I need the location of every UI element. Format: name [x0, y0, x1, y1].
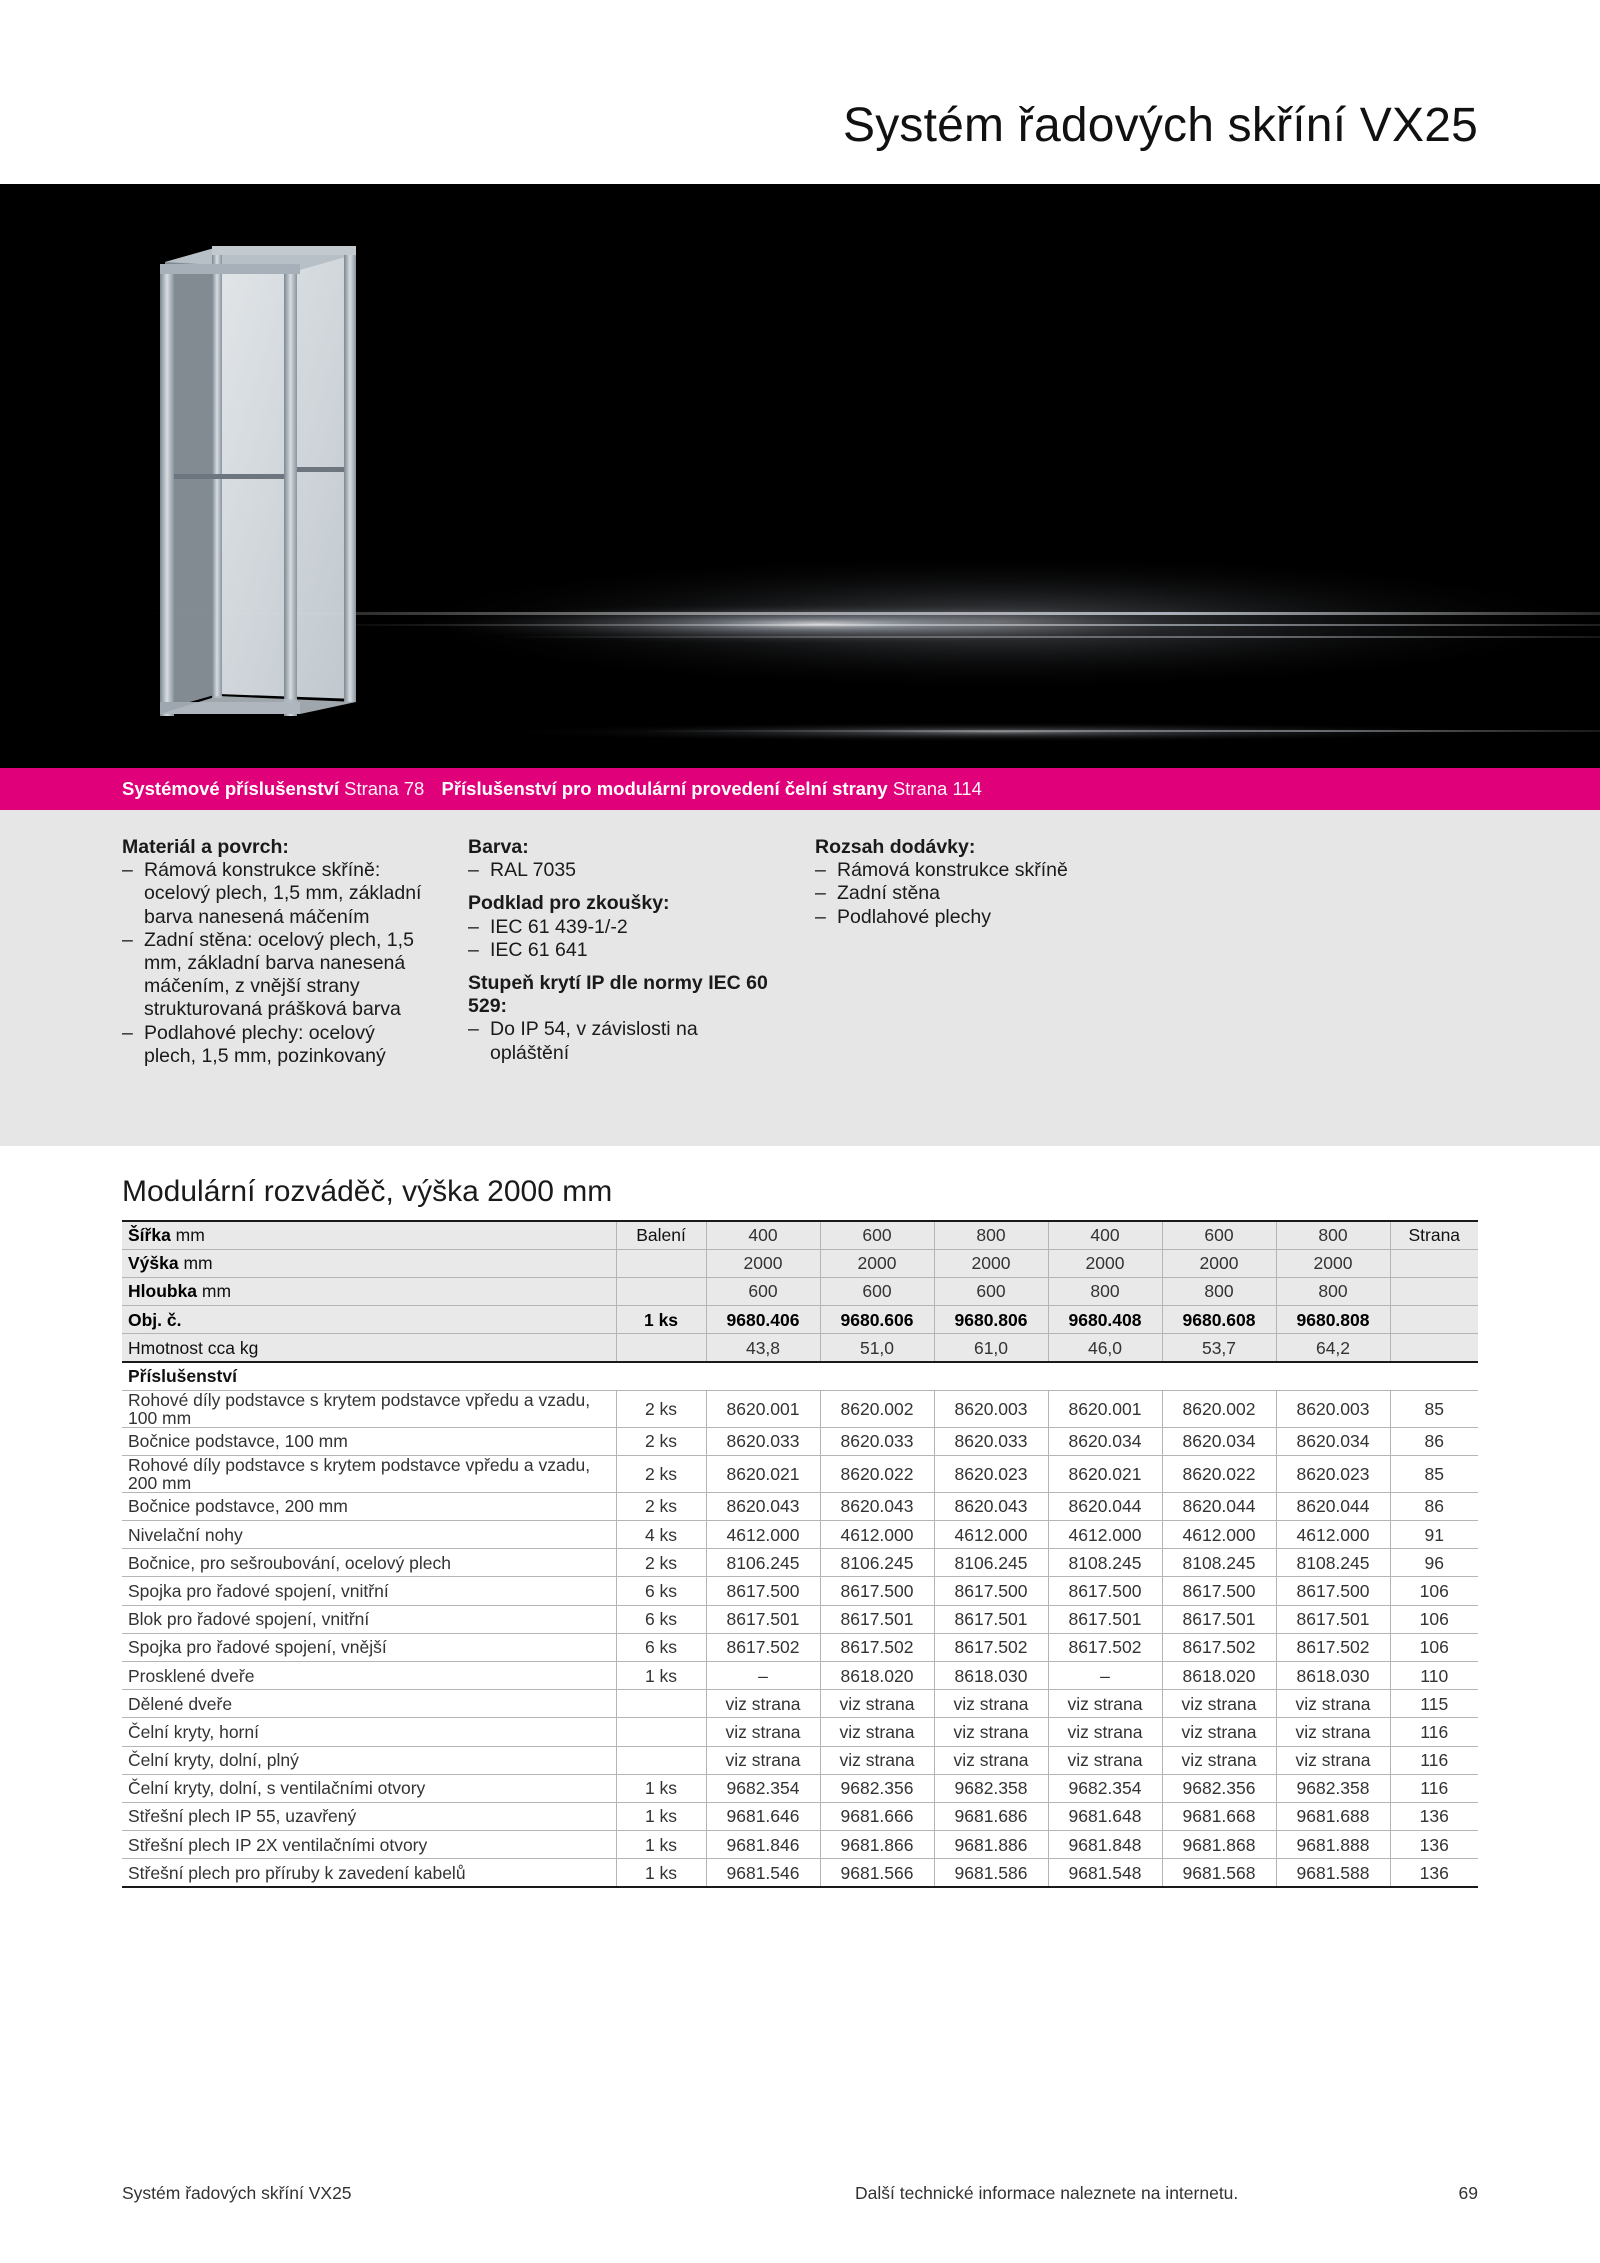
row-label: Nivelační nohy — [122, 1521, 616, 1549]
header-value: 9680.408 — [1048, 1306, 1162, 1334]
row-value: 8617.502 — [1276, 1633, 1390, 1661]
material-list — [122, 859, 432, 1068]
row-page: 136 — [1390, 1831, 1478, 1859]
table-row — [122, 1390, 1478, 1427]
header-label — [122, 1306, 616, 1334]
row-label: Blok pro řadové spojení, vnitřní — [122, 1605, 616, 1633]
supply-item: – Zadní stěna — [815, 882, 1135, 905]
row-value: 9681.648 — [1048, 1802, 1162, 1830]
row-page: 115 — [1390, 1690, 1478, 1718]
row-value: 9681.566 — [820, 1859, 934, 1887]
row-page: 116 — [1390, 1718, 1478, 1746]
row-pack: 1 ks — [616, 1661, 706, 1689]
row-value: 8620.002 — [1162, 1390, 1276, 1427]
test-heading: Podklad pro zkoušky: — [468, 892, 670, 915]
header-value: 600 — [1162, 1221, 1276, 1249]
row-label: Čelní kryty, horní — [122, 1718, 616, 1746]
system-accessories-link[interactable]: Systémové příslušenství — [122, 778, 339, 799]
row-value: viz strana — [1276, 1690, 1390, 1718]
row-value: 8618.030 — [1276, 1661, 1390, 1689]
header-value: 600 — [706, 1277, 820, 1305]
table-row — [122, 1746, 1478, 1774]
row-value: viz strana — [706, 1718, 820, 1746]
header-value: 9680.808 — [1276, 1306, 1390, 1334]
header-value: 2000 — [706, 1249, 820, 1277]
table-row — [122, 1774, 1478, 1802]
table-row — [122, 1802, 1478, 1830]
row-value: 8108.245 — [1048, 1549, 1162, 1577]
header-pack: 1 ks — [616, 1306, 706, 1334]
table-row — [122, 1521, 1478, 1549]
table-row — [122, 1549, 1478, 1577]
row-page: 91 — [1390, 1521, 1478, 1549]
header-pack — [616, 1334, 706, 1362]
front-accessories-page: Strana 114 — [892, 778, 982, 799]
row-value: viz strana — [1162, 1690, 1276, 1718]
row-value: – — [706, 1661, 820, 1689]
row-page: 110 — [1390, 1661, 1478, 1689]
row-value: 9681.868 — [1162, 1831, 1276, 1859]
material-item: – Rámová konstrukce skříně: ocelový plech, 1,5 mm, základní barva nanesená máčením — [122, 859, 432, 929]
color-item: – RAL 7035 — [468, 859, 768, 882]
row-value: 9681.646 — [706, 1802, 820, 1830]
row-value: 4612.000 — [820, 1521, 934, 1549]
row-value: 8620.044 — [1048, 1492, 1162, 1520]
header-value: 9680.606 — [820, 1306, 934, 1334]
row-pack: 6 ks — [616, 1577, 706, 1605]
row-value: 9681.568 — [1162, 1859, 1276, 1887]
test-item: – IEC 61 439-1/-2 — [468, 916, 768, 939]
header-pack — [616, 1277, 706, 1305]
table-row — [122, 1859, 1478, 1887]
row-value: viz strana — [1276, 1746, 1390, 1774]
color-heading: Barva: — [468, 836, 529, 858]
header-label-bold: Hloubka — [128, 1281, 198, 1302]
row-value: 4612.000 — [706, 1521, 820, 1549]
row-value: 8618.030 — [934, 1661, 1048, 1689]
row-page: 86 — [1390, 1427, 1478, 1455]
row-value: 8617.500 — [1276, 1577, 1390, 1605]
row-value: 8620.021 — [706, 1455, 820, 1492]
row-label: Střešní plech pro příruby k zavedení kabelů — [122, 1859, 616, 1887]
footer-note: Další technické informace naleznete na internetu. — [855, 2183, 1239, 2203]
row-value: viz strana — [1162, 1718, 1276, 1746]
row-value: viz strana — [934, 1690, 1048, 1718]
section-title: Modulární rozváděč, výška 2000 mm — [122, 1175, 613, 1208]
row-value: 8617.501 — [1048, 1605, 1162, 1633]
header-label-bold: Šířka — [128, 1225, 171, 1246]
header-value: 43,8 — [706, 1334, 820, 1362]
row-label: Bočnice podstavce, 100 mm — [122, 1427, 616, 1455]
row-label: Bočnice podstavce, 200 mm — [122, 1492, 616, 1520]
table-header-row — [122, 1221, 1478, 1249]
supply-column — [815, 836, 1135, 929]
header-value: 800 — [1162, 1277, 1276, 1305]
row-value: 8620.003 — [934, 1390, 1048, 1427]
hero-image — [0, 184, 1600, 768]
row-value: 8617.500 — [1162, 1577, 1276, 1605]
row-value: 9682.356 — [820, 1774, 934, 1802]
row-value: 9681.588 — [1276, 1859, 1390, 1887]
row-label: Dělené dveře — [122, 1690, 616, 1718]
header-page — [1390, 1306, 1478, 1334]
row-label: Čelní kryty, dolní, s ventilačními otvory — [122, 1774, 616, 1802]
header-label-bold: Výška — [128, 1253, 179, 1274]
header-value: 2000 — [1162, 1249, 1276, 1277]
specifications-panel — [0, 810, 1600, 1146]
row-value: 8617.500 — [934, 1577, 1048, 1605]
header-page — [1390, 1334, 1478, 1362]
row-value: 8620.003 — [1276, 1390, 1390, 1427]
row-value: 8108.245 — [1276, 1549, 1390, 1577]
table-row — [122, 1633, 1478, 1661]
header-page: Strana — [1390, 1221, 1478, 1249]
row-value: 8617.502 — [1048, 1633, 1162, 1661]
table-header-row — [122, 1277, 1478, 1305]
material-column — [122, 836, 432, 1068]
row-label: Spojka pro řadové spojení, vnitřní — [122, 1577, 616, 1605]
page-number: 69 — [1458, 2183, 1478, 2203]
row-value: 8617.500 — [1048, 1577, 1162, 1605]
row-page: 106 — [1390, 1605, 1478, 1633]
accessory-links-bar — [0, 768, 1600, 810]
row-value: 9682.354 — [706, 1774, 820, 1802]
row-value: viz strana — [820, 1690, 934, 1718]
row-value: viz strana — [1276, 1718, 1390, 1746]
row-value: 9681.666 — [820, 1802, 934, 1830]
row-pack: 1 ks — [616, 1831, 706, 1859]
row-page: 136 — [1390, 1859, 1478, 1887]
table-row — [122, 1492, 1478, 1520]
header-value: 600 — [820, 1277, 934, 1305]
header-value: 51,0 — [820, 1334, 934, 1362]
header-value: 2000 — [820, 1249, 934, 1277]
row-pack: 2 ks — [616, 1549, 706, 1577]
row-value: viz strana — [706, 1690, 820, 1718]
row-value: 9681.686 — [934, 1802, 1048, 1830]
row-label: Čelní kryty, dolní, plný — [122, 1746, 616, 1774]
table-row — [122, 1661, 1478, 1689]
header-value: 2000 — [934, 1249, 1048, 1277]
row-value: 9681.586 — [934, 1859, 1048, 1887]
row-value: 8617.501 — [1162, 1605, 1276, 1633]
row-value: 8620.033 — [820, 1427, 934, 1455]
header-value: 61,0 — [934, 1334, 1048, 1362]
row-label: Rohové díly podstavce s krytem podstavce vpředu a vzadu, 200 mm — [122, 1455, 616, 1492]
row-value: 8617.500 — [820, 1577, 934, 1605]
supply-item: – Podlahové plechy — [815, 906, 1135, 929]
row-value: 9681.846 — [706, 1831, 820, 1859]
row-value: 8620.034 — [1162, 1427, 1276, 1455]
row-label: Rohové díly podstavce s krytem podstavce vpředu a vzadu, 100 mm — [122, 1390, 616, 1427]
row-value: 8620.033 — [706, 1427, 820, 1455]
row-value: 9681.886 — [934, 1831, 1048, 1859]
row-value: viz strana — [820, 1718, 934, 1746]
material-heading: Materiál a povrch: — [122, 836, 289, 858]
table-subheader-row — [122, 1362, 1478, 1390]
system-accessories-page: Strana 78 — [344, 778, 425, 799]
row-value: 8620.023 — [1276, 1455, 1390, 1492]
row-value: 8617.501 — [1276, 1605, 1390, 1633]
row-value: viz strana — [1048, 1746, 1162, 1774]
row-value: 8106.245 — [706, 1549, 820, 1577]
row-value: viz strana — [934, 1746, 1048, 1774]
table-header-row — [122, 1306, 1478, 1334]
table-row — [122, 1831, 1478, 1859]
table-row — [122, 1605, 1478, 1633]
row-value: 8108.245 — [1162, 1549, 1276, 1577]
supply-item: – Rámová konstrukce skříně — [815, 859, 1135, 882]
row-page: 85 — [1390, 1390, 1478, 1427]
table-row — [122, 1577, 1478, 1605]
footer-title: Systém řadových skříní VX25 — [122, 2183, 352, 2203]
row-value: 8620.044 — [1162, 1492, 1276, 1520]
row-page: 86 — [1390, 1492, 1478, 1520]
row-value: 8617.501 — [934, 1605, 1048, 1633]
row-page: 96 — [1390, 1549, 1478, 1577]
accessories-subheader: Příslušenství — [122, 1362, 1478, 1390]
row-value: 8617.500 — [706, 1577, 820, 1605]
row-page: 116 — [1390, 1774, 1478, 1802]
row-label: Prosklené dveře — [122, 1661, 616, 1689]
row-value: 4612.000 — [1276, 1521, 1390, 1549]
row-value: 8620.034 — [1048, 1427, 1162, 1455]
row-label: Spojka pro řadové spojení, vnější — [122, 1633, 616, 1661]
row-value: 8617.502 — [706, 1633, 820, 1661]
row-value: 8617.501 — [820, 1605, 934, 1633]
row-pack: 1 ks — [616, 1802, 706, 1830]
row-value: viz strana — [706, 1746, 820, 1774]
row-value: 8106.245 — [934, 1549, 1048, 1577]
front-accessories-link[interactable]: Příslušenství pro modulární provedení čelní strany — [441, 778, 888, 799]
row-value: 9681.546 — [706, 1859, 820, 1887]
row-value: 8620.022 — [820, 1455, 934, 1492]
header-value: 9680.608 — [1162, 1306, 1276, 1334]
header-pack — [616, 1249, 706, 1277]
header-label-bold: Obj. č. — [128, 1309, 182, 1330]
row-pack — [616, 1746, 706, 1774]
header-value: 800 — [934, 1221, 1048, 1249]
table-row — [122, 1455, 1478, 1492]
header-value: 53,7 — [1162, 1334, 1276, 1362]
header-value: 9680.806 — [934, 1306, 1048, 1334]
row-value: 4612.000 — [934, 1521, 1048, 1549]
color-test-column — [468, 836, 768, 1065]
header-label-unit: Hmotnost cca kg — [128, 1337, 259, 1358]
table-header-row — [122, 1249, 1478, 1277]
row-value: 9682.356 — [1162, 1774, 1276, 1802]
header-label-unit: mm — [197, 1281, 232, 1302]
material-item: – Podlahové plechy: ocelový plech, 1,5 mm, pozinkovaný — [122, 1022, 432, 1068]
row-value: 8620.043 — [934, 1492, 1048, 1520]
row-label: Bočnice, pro sešroubování, ocelový plech — [122, 1549, 616, 1577]
row-page: 106 — [1390, 1633, 1478, 1661]
header-value: 400 — [706, 1221, 820, 1249]
row-pack — [616, 1690, 706, 1718]
row-value: viz strana — [820, 1746, 934, 1774]
row-page: 136 — [1390, 1802, 1478, 1830]
header-page — [1390, 1277, 1478, 1305]
supply-heading: Rozsah dodávky: — [815, 836, 976, 858]
row-value: 8620.043 — [706, 1492, 820, 1520]
row-pack: 1 ks — [616, 1859, 706, 1887]
test-item: – IEC 61 641 — [468, 939, 768, 962]
row-value: 9682.358 — [1276, 1774, 1390, 1802]
row-value: 9681.866 — [820, 1831, 934, 1859]
row-value: 8106.245 — [820, 1549, 934, 1577]
header-value: 800 — [1276, 1277, 1390, 1305]
row-value: viz strana — [1048, 1718, 1162, 1746]
table-header-row — [122, 1334, 1478, 1362]
header-pack: Balení — [616, 1221, 706, 1249]
row-value: 8620.001 — [1048, 1390, 1162, 1427]
material-item: – Zadní stěna: ocelový plech, 1,5 mm, základní barva nanesená máčením, z vnější strany strukturovaná prášková barva — [122, 929, 432, 1022]
row-value: 9681.688 — [1276, 1802, 1390, 1830]
row-page: 85 — [1390, 1455, 1478, 1492]
header-value: 2000 — [1276, 1249, 1390, 1277]
row-value: 8620.023 — [934, 1455, 1048, 1492]
header-label — [122, 1249, 616, 1277]
header-value: 9680.406 — [706, 1306, 820, 1334]
row-pack: 1 ks — [616, 1774, 706, 1802]
header-page — [1390, 1249, 1478, 1277]
row-value: 9681.548 — [1048, 1859, 1162, 1887]
row-value: – — [1048, 1661, 1162, 1689]
header-value: 46,0 — [1048, 1334, 1162, 1362]
row-value: 8620.044 — [1276, 1492, 1390, 1520]
header-value: 600 — [934, 1277, 1048, 1305]
row-value: 8618.020 — [1162, 1661, 1276, 1689]
header-label — [122, 1221, 616, 1249]
header-value: 64,2 — [1276, 1334, 1390, 1362]
row-value: viz strana — [1162, 1746, 1276, 1774]
ip-heading: Stupeň krytí IP dle normy IEC 60 529: — [468, 972, 768, 1018]
row-value: 9682.358 — [934, 1774, 1048, 1802]
row-value: viz strana — [934, 1718, 1048, 1746]
header-value: 600 — [820, 1221, 934, 1249]
row-value: 8620.021 — [1048, 1455, 1162, 1492]
row-label: Střešní plech IP 55, uzavřený — [122, 1802, 616, 1830]
header-value: 2000 — [1048, 1249, 1162, 1277]
row-value: 4612.000 — [1162, 1521, 1276, 1549]
header-label — [122, 1334, 616, 1362]
row-value: 9681.888 — [1276, 1831, 1390, 1859]
row-value: 8617.501 — [706, 1605, 820, 1633]
row-pack: 2 ks — [616, 1455, 706, 1492]
row-value: 8617.502 — [934, 1633, 1048, 1661]
row-pack: 2 ks — [616, 1390, 706, 1427]
table-row — [122, 1690, 1478, 1718]
row-value: 8620.034 — [1276, 1427, 1390, 1455]
row-value: 9681.668 — [1162, 1802, 1276, 1830]
row-pack: 6 ks — [616, 1633, 706, 1661]
table-row — [122, 1427, 1478, 1455]
row-value: 8620.033 — [934, 1427, 1048, 1455]
row-value: 8618.020 — [820, 1661, 934, 1689]
row-value: 4612.000 — [1048, 1521, 1162, 1549]
row-pack: 2 ks — [616, 1427, 706, 1455]
row-value: 8620.002 — [820, 1390, 934, 1427]
header-value: 400 — [1048, 1221, 1162, 1249]
row-pack: 4 ks — [616, 1521, 706, 1549]
enclosure-frame-illustration — [0, 184, 1600, 768]
page-title: Systém řadových skříní VX25 — [843, 99, 1478, 152]
row-value: 8620.001 — [706, 1390, 820, 1427]
row-value: 9681.848 — [1048, 1831, 1162, 1859]
row-page: 116 — [1390, 1746, 1478, 1774]
row-pack: 2 ks — [616, 1492, 706, 1520]
row-value: 8620.022 — [1162, 1455, 1276, 1492]
row-pack: 6 ks — [616, 1605, 706, 1633]
row-value: 8617.502 — [1162, 1633, 1276, 1661]
header-value: 800 — [1048, 1277, 1162, 1305]
row-value: 8617.502 — [820, 1633, 934, 1661]
ip-item: – Do IP 54, v závislosti na opláštění — [468, 1018, 768, 1064]
header-label-unit: mm — [178, 1253, 213, 1274]
row-value: 8620.043 — [820, 1492, 934, 1520]
row-pack — [616, 1718, 706, 1746]
header-value: 800 — [1276, 1221, 1390, 1249]
header-label-unit: mm — [170, 1225, 205, 1246]
product-table — [122, 1220, 1478, 1888]
row-value: viz strana — [1048, 1690, 1162, 1718]
row-page: 106 — [1390, 1577, 1478, 1605]
table-row — [122, 1718, 1478, 1746]
row-value: 9682.354 — [1048, 1774, 1162, 1802]
header-label — [122, 1277, 616, 1305]
row-label: Střešní plech IP 2X ventilačními otvory — [122, 1831, 616, 1859]
